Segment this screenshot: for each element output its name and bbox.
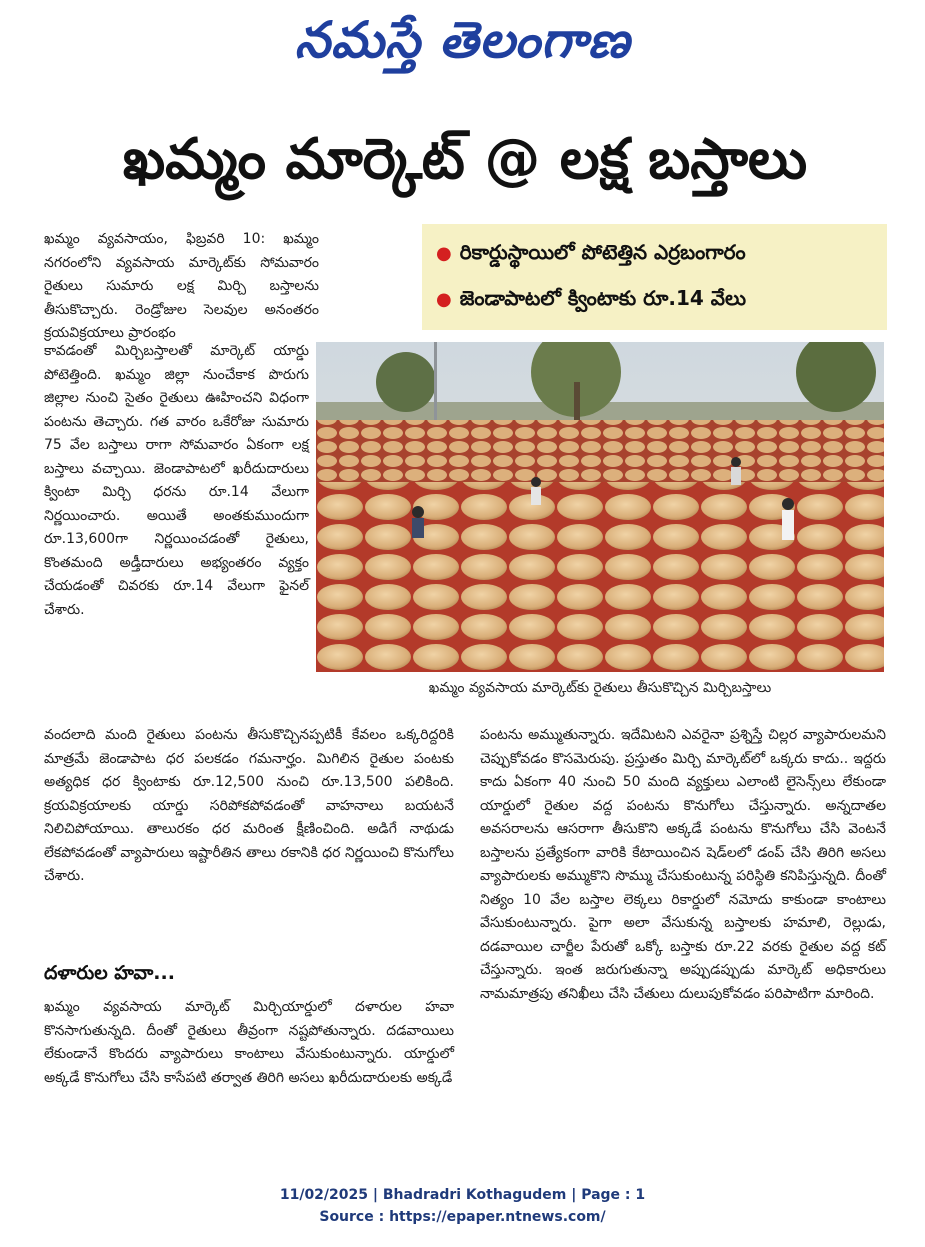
highlight-item [436, 286, 746, 315]
body-column-right [480, 724, 886, 1006]
footer-source-line: Source : https://epaper.ntnews.com/ [319, 1209, 606, 1225]
section-subhead: దళారుల హవా... [44, 962, 175, 984]
photo-caption: ఖమ్మం వ్యవసాయ మార్కెట్‌కు రైతులు తీసుకొచ్చిన మిర్చిబస్తాలు [428, 680, 772, 696]
bullet-icon: ● [436, 289, 452, 310]
newspaper-masthead: నమస్తే తెలంగాణ [294, 10, 631, 69]
article-headline: ఖమ్మం మార్కెట్ @ లక్ష బస్తాలు [122, 127, 808, 192]
body-paragraph: ఖమ్మం వ్యవసాయ మార్కెట్ మిర్చియార్డులో దళారుల హవా కొనసాగుతున్నది. దీంతో రైతులు తీవ్రంగా నష్టపోతున్నారు. దడవాయిలు లేకుండానే కొందరు వ్యాపారులు కాంటాలు వేసుకుంటున్నారు. యార్డులో అక్కడే కొనుగోలు చేసి కాసేపటి తర్వాత తిరిగి అసలు ఖరీదుదారులకు అక్కడే [44, 999, 454, 1086]
lead-paragraph-top: ఖమ్మం వ్యవసాయం, ఫిబ్రవరి 10: ఖమ్మం నగరంలోని వ్యవసాయ మార్కెట్‌కు సోమవారం రైతులు సుమారు లక్ష మిర్చి బస్తాలను తీసుకొచ్చారు. రెండ్రోజుల సెలవుల అనంతరం క్రయవిక్రయాలు ప్రారంభం [44, 231, 319, 341]
bullet-icon: ● [436, 243, 452, 264]
footer-date-line: 11/02/2025 | Bhadradri Kothagudem | Page : 1 [279, 1187, 646, 1203]
highlight-text: జెండాపాటలో క్వింటాకు రూ.14 వేలు [459, 286, 747, 310]
chilli-bags-photo [316, 342, 884, 672]
body-paragraph: పంటను అమ్ముతున్నారు. ఇదేమిటని ఎవరైనా ప్రశ్నిస్తే చిల్లర వ్యాపారులమని చెప్పుకోవడం కొసమెరుపు. ప్రస్తుతం మిర్చి మార్కెట్‌లో ఒక్కరు కాదు.. ఇద్దరు కాదు ఏకంగా 40 నుంచి 50 మంది వ్యక్తులు ఎలాంటి లైసెన్స్‌లు లేకుండా యార్డులో రైతుల వద్ద పంటను కొనుగోలు చేస్తున్నారు. అన్నదాతల అవసరాలను ఆసరాగా తీసుకొని అక్కడే పంటను కొనుగోలు చేసి వెంటనే బస్తాలను ప్రత్యేకంగా వారికి కేటాయించిన షెడ్‌లలో డంప్ చేసి తిరిగి అసలు వ్యాపారులకు అమ్ముకొని సొమ్ము చేసుకుంటున్న పరిస్థితి కనిపిస్తున్నది. దీంతో నిత్యం 10 వేల బస్తాల లెక్కలు రికార్డులో నమోదు కాకుండా కాంటాలు వేసుకుంటున్నారు. పైగా అలా వేసుకున్న బస్తాలకు హమాలి, రెల్లుడు, దడవాయిల చార్జీల పేరుతో ఒక్కో బస్తాకు రూ.22 వరకు రైతుల వద్ద కట్ చేస్తున్నారు. ఇంత జరుగుతున్నా అప్పుడప్పుడు మార్కెట్ అధికారులు నామమాత్రపు తనిఖీలు చేసి చేతులు దులుపుకోవడం పరిపాటిగా మారింది. [480, 727, 886, 1002]
page-footer [0, 1184, 925, 1228]
lead-column-top [44, 228, 319, 346]
body-column-left [44, 724, 454, 889]
market-photo [316, 342, 884, 672]
lead-column-narrow [44, 340, 309, 622]
lead-paragraph-narrow: కావడంతో మిర్చిబస్తాలతో మార్కెట్ యార్డు పోటెత్తింది. ఖమ్మం జిల్లా నుంచేకాక పొరుగు జిల్లాల నుంచి సైతం రైతులు ఊహించని విధంగా పంటను తెచ్చారు. గత వారం ఒకేరోజు సుమారు 75 వేల బస్తాలు రాగా సోమవారం ఏకంగా లక్ష బస్తాలు వచ్చాయి. జెండాపాటలో ఖరీదుదారులు క్వింటా మిర్చి ధరను రూ.14 వేలుగా నిర్ణయించారు. అయితే అంతకుముందుగా రూ.13,600గా నిర్ణయించడంతో రైతులు, కొంతమంది అడ్తీదారులు అభ్యంతరం వ్యక్తం చేయడంతో చివరకు రూ.14 వేలుగా ఫైనల్ చేశారు. [44, 343, 309, 618]
body-column-left-2 [44, 996, 454, 1090]
highlight-text: రికార్డుస్థాయిలో పోటెత్తిన ఎర్రబంగారం [459, 240, 746, 264]
body-paragraph: వందలాది మంది రైతులు పంటను తీసుకొచ్చినప్పటికీ కేవలం ఒక్కరిద్దరికి మాత్రమే జెండాపాట ధర పలకడం గమనార్హం. మిగిలిన రైతుల పంటకు అత్యధిక ధర క్వింటాకు రూ.12,500 నుంచి రూ.13,500 పలికింది. క్రయవిక్రయాలకు యార్డు సరిపోకపోవడంతో వాహనాలు బయటనే నిలిచిపోయాయి. తాలురకం ధర మరింత క్షీణించింది. అడిగే నాథుడు లేకపోవడంతో వ్యాపారులు ఇష్టారీతిన తాలు రకానికి ధర నిర్ణయించి కొనుగోలు చేశారు. [44, 727, 454, 884]
highlights-box [422, 224, 887, 330]
highlight-item [436, 240, 746, 269]
